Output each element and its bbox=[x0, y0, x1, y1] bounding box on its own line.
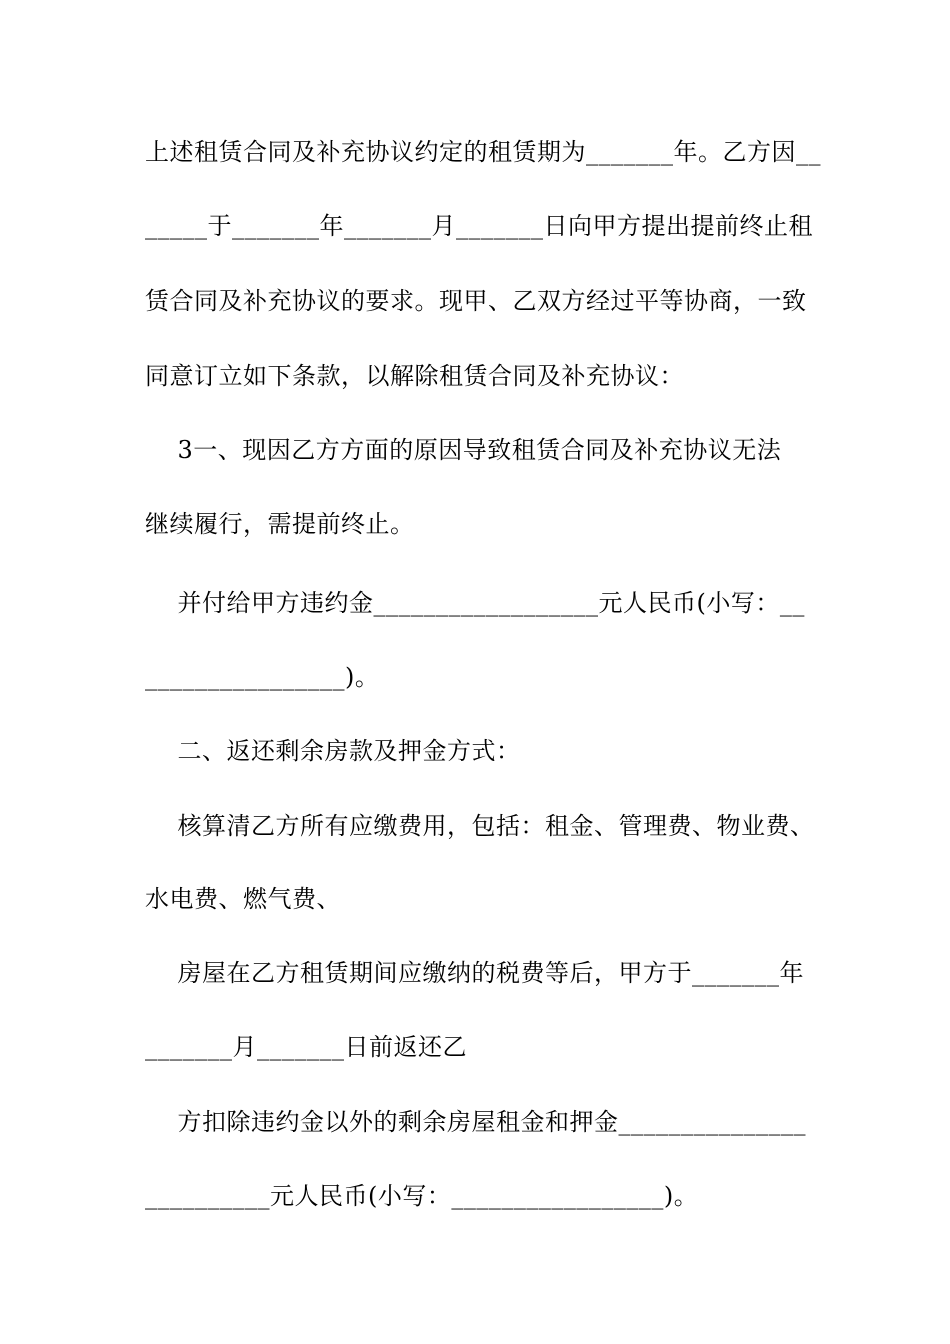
paragraph-fees: 核算清乙方所有应缴费用，包括：租金、管理费、物业费、 bbox=[145, 812, 815, 840]
paragraph-clause-3: 3一、现因乙方方面的原因导致租赁合同及补充协议无法 bbox=[145, 436, 782, 464]
text-line-13: _______月_______日前返还乙 bbox=[145, 1033, 467, 1061]
text-line-6: 继续履行，需提前终止。 bbox=[145, 510, 415, 538]
paragraph-penalty: 并付给甲方违约金__________________元人民币(小写：__ bbox=[145, 589, 805, 617]
section-heading-2: 二、返还剩余房款及押金方式： bbox=[145, 737, 521, 765]
paragraph-refund: 方扣除违约金以外的剩余房屋租金和押金_______________ bbox=[145, 1108, 807, 1136]
text-line-4: 同意订立如下条款，以解除租赁合同及补充协议： bbox=[145, 362, 684, 390]
text-line-15: __________元人民币(小写：_________________)。 bbox=[145, 1182, 699, 1210]
text-line-11: 水电费、燃气费、 bbox=[145, 885, 341, 913]
text-line-1: 上述租赁合同及补充协议约定的租赁期为_______年。乙方因__ bbox=[145, 138, 821, 166]
text-line-8: ________________)。 bbox=[145, 663, 380, 691]
paragraph-tax: 房屋在乙方租赁期间应缴纳的税费等后，甲方于_______年 bbox=[145, 959, 805, 987]
text-line-3: 赁合同及补充协议的要求。现甲、乙双方经过平等协商，一致 bbox=[145, 287, 807, 315]
text-line-2: _____于_______年_______月_______日向甲方提出提前终止租 bbox=[145, 212, 813, 240]
